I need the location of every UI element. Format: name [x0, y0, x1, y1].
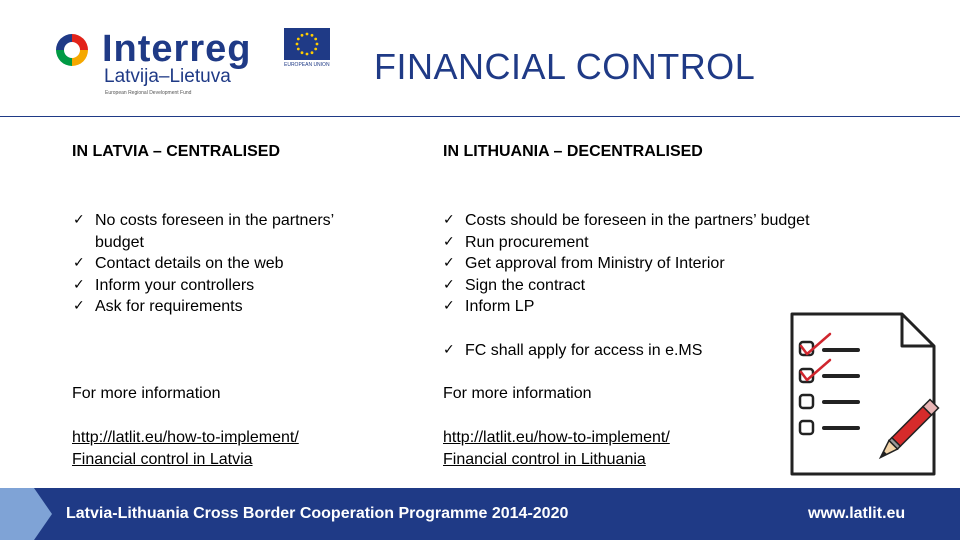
latvia-more-info: For more information [72, 385, 221, 402]
list-item: ✓ Contact details on the web [73, 253, 373, 275]
page-title: FINANCIAL CONTROL [374, 46, 756, 87]
list-item: ✓ Run procurement [443, 232, 893, 254]
list-item: ✓ Ask for requirements [73, 296, 373, 318]
lithuania-more-info: For more information [443, 385, 592, 402]
list-item: ✓ Inform LP [443, 296, 893, 318]
check-icon: ✓ [73, 212, 85, 228]
lithuania-ems-note [443, 340, 763, 362]
footer-accent [0, 488, 52, 540]
title-divider [0, 116, 960, 117]
check-icon: ✓ [443, 276, 455, 293]
check-icon: ✓ [73, 298, 85, 315]
latvia-checklist [73, 210, 373, 318]
check-icon: ✓ [443, 255, 455, 272]
interreg-swirl-icon [50, 28, 94, 72]
list-item: ✓ Costs should be foreseen in the partners’ budget [443, 210, 893, 232]
list-item: ✓ FC shall apply for access in e.MS [443, 340, 763, 362]
latvia-heading: IN LATVIA – CENTRALISED [72, 143, 281, 160]
logo-wordmark: Interreg [102, 28, 252, 70]
check-icon: ✓ [443, 342, 455, 358]
check-icon: ✓ [443, 233, 455, 250]
eu-flag-icon [284, 28, 330, 60]
list-item: ✓ Sign the contract [443, 275, 893, 297]
check-icon: ✓ [443, 212, 455, 228]
latvia-links [72, 427, 299, 470]
lithuania-links [443, 427, 670, 470]
interreg-logo [50, 24, 340, 100]
lithuania-checklist [443, 210, 893, 318]
check-icon: ✓ [73, 276, 85, 293]
list-item: ✓ No costs foreseen in the partners’ budget [73, 212, 334, 251]
lithuania-heading: IN LITHUANIA – DECENTRALISED [443, 143, 703, 160]
logo-tagline: European Regional Development Fund [105, 90, 192, 96]
list-item: ✓ Get approval from Ministry of Interior [443, 253, 893, 275]
check-icon: ✓ [443, 298, 455, 315]
eu-label: EUROPEAN UNION [284, 62, 330, 68]
how-to-implement-link[interactable]: http://latlit.eu/how-to-implement/ [443, 429, 670, 446]
how-to-implement-link[interactable]: http://latlit.eu/how-to-implement/ [72, 429, 299, 446]
footer-url[interactable]: www.latlit.eu [808, 505, 906, 522]
list-item: ✓ Inform your controllers [73, 275, 373, 297]
financial-control-lithuania-link[interactable]: Financial control in Lithuania [443, 450, 646, 468]
check-icon: ✓ [73, 255, 85, 272]
checklist-icon [780, 308, 950, 483]
footer-programme: Latvia-Lithuania Cross Border Cooperation Programme 2014-2020 [66, 505, 569, 522]
logo-subtitle: Latvija–Lietuva [104, 66, 231, 87]
financial-control-latvia-link[interactable]: Financial control in Latvia [72, 450, 253, 468]
